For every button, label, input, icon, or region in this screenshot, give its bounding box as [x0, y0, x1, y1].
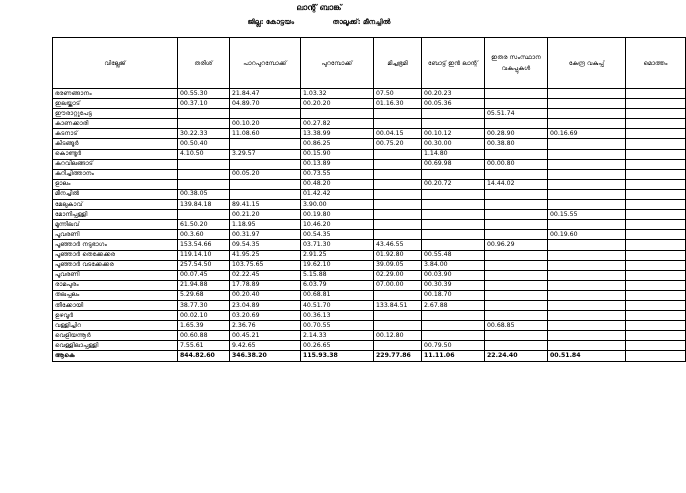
table-cell: 3.90.00: [301, 200, 374, 210]
table-row: [53, 89, 686, 99]
table-cell: [374, 119, 422, 129]
table-cell: 229.77.86: [374, 351, 422, 361]
table-cell: 19.62.10: [301, 260, 374, 270]
table-cell: [626, 331, 686, 341]
table-cell: [485, 260, 548, 270]
table-cell: [485, 99, 548, 109]
table-cell: [548, 321, 626, 331]
village-name-cell: മേലുകാവ്: [53, 200, 178, 210]
table-cell: [374, 341, 422, 351]
page-subtitle: [0, 18, 638, 27]
table-cell: 00.55.30: [178, 89, 230, 99]
table-cell: [548, 179, 626, 189]
table-cell: [626, 189, 686, 199]
table-cell: [230, 139, 301, 149]
table-cell: 00.20.20: [301, 99, 374, 109]
table-row: [53, 311, 686, 321]
table-cell: 2.91.25: [301, 250, 374, 260]
table-row: [53, 230, 686, 240]
table-row: [53, 149, 686, 159]
table-cell: [230, 179, 301, 189]
table-cell: 40.51.70: [301, 300, 374, 310]
table-cell: [422, 169, 485, 179]
table-cell: 5.15.88: [301, 270, 374, 280]
village-name-cell: ഈരാറ്റുപേട്ട: [53, 109, 178, 119]
table-cell: 00.12.80: [374, 331, 422, 341]
table-cell: [374, 311, 422, 321]
table-cell: 00.31.97: [230, 230, 301, 240]
table-cell: 115.93.38: [301, 351, 374, 361]
table-cell: 17.78.89: [230, 280, 301, 290]
col-header-poramboke: പുറമ്പോക്ക്: [301, 38, 374, 89]
table-cell: [626, 270, 686, 280]
table-cell: [422, 200, 485, 210]
table-row: [53, 179, 686, 189]
table-row: [53, 109, 686, 119]
table-cell: 00.10.12: [422, 129, 485, 139]
table-cell: 00.79.50: [422, 341, 485, 351]
col-header-boat-in-land: ബോട്ട് ഇൻ ലാന്റ്: [422, 38, 485, 89]
table-cell: 00.96.29: [485, 240, 548, 250]
table-cell: [422, 109, 485, 119]
col-header-waste-land: തരിശ്: [178, 38, 230, 89]
table-cell: 2.14.33: [301, 331, 374, 341]
table-cell: [548, 89, 626, 99]
table-cell: 00.75.20: [374, 139, 422, 149]
table-cell: [626, 89, 686, 99]
table-cell: 01.16.30: [374, 99, 422, 109]
table-cell: 00.36.13: [301, 311, 374, 321]
table-cell: 04.89.70: [230, 99, 301, 109]
village-name-cell: വെള്ളിലാപ്പള്ളി: [53, 341, 178, 351]
village-name-cell: ഉഴവൂർ: [53, 311, 178, 321]
table-cell: 00.73.55: [301, 169, 374, 179]
table-cell: [422, 240, 485, 250]
table-cell: 00.00.80: [485, 159, 548, 169]
table-cell: [626, 240, 686, 250]
village-name-cell: പൂഞ്ഞാർ വടക്കേക്കര: [53, 260, 178, 270]
table-cell: 00.19.60: [548, 230, 626, 240]
table-cell: 2.36.76: [230, 321, 301, 331]
table-cell: 00.37.10: [178, 99, 230, 109]
table-cell: 00.20.40: [230, 290, 301, 300]
table-cell: 00.27.82: [301, 119, 374, 129]
table-cell: 21.84.47: [230, 89, 301, 99]
table-cell: [626, 341, 686, 351]
table-row: [53, 189, 686, 199]
table-cell: 4.10.50: [178, 149, 230, 159]
table-cell: [548, 220, 626, 230]
table-cell: 00.70.55: [301, 321, 374, 331]
table-cell: [548, 341, 626, 351]
table-cell: 00.15.90: [301, 149, 374, 159]
table-cell: 01.42.42: [301, 189, 374, 199]
table-cell: [626, 260, 686, 270]
table-cell: 7.55.61: [178, 341, 230, 351]
table-cell: [548, 331, 626, 341]
village-name-cell: കുറവിലങ്ങാട്: [53, 159, 178, 169]
table-cell: [548, 99, 626, 109]
district-label: ജില്ല: കോട്ടയം: [247, 18, 295, 26]
village-name-cell: കൊണ്ടൂർ: [53, 149, 178, 159]
table-cell: 00.02.10: [178, 311, 230, 321]
table-cell: [485, 341, 548, 351]
table-cell: [374, 159, 422, 169]
table-cell: [548, 149, 626, 159]
table-cell: [548, 250, 626, 260]
table-cell: 00.18.70: [422, 290, 485, 300]
table-row: [53, 240, 686, 250]
table-cell: [374, 109, 422, 119]
table-cell: 00.38.80: [485, 139, 548, 149]
col-header-central-dept: കേന്ദ്ര വകുപ്പ്: [548, 38, 626, 89]
table-row: [53, 270, 686, 280]
table-cell: 00.28.90: [485, 129, 548, 139]
table-cell: [301, 109, 374, 119]
table-cell: [548, 300, 626, 310]
table-cell: [374, 169, 422, 179]
table-header-row: [53, 38, 686, 89]
table-cell: 1.03.32: [301, 89, 374, 99]
table-row: [53, 280, 686, 290]
table-cell: 03.71.30: [301, 240, 374, 250]
table-cell: 00.30.00: [422, 139, 485, 149]
table-cell: [485, 290, 548, 300]
village-name-cell: തീക്കോയി: [53, 300, 178, 310]
table-row: [53, 139, 686, 149]
table-row: [53, 321, 686, 331]
table-cell: 139.84.18: [178, 200, 230, 210]
table-cell: 11.11.06: [422, 351, 485, 361]
table-cell: [374, 149, 422, 159]
table-cell: [548, 169, 626, 179]
table-cell: 00.05.20: [230, 169, 301, 179]
table-cell: [485, 200, 548, 210]
table-cell: [485, 210, 548, 220]
table-cell: [626, 290, 686, 300]
table-cell: 89.41.15: [230, 200, 301, 210]
table-cell: 39.09.05: [374, 260, 422, 270]
table-cell: 00.05.36: [422, 99, 485, 109]
village-name-cell: കുറിച്ചിത്താനം: [53, 169, 178, 179]
table-cell: 1.18.95: [230, 220, 301, 230]
table-cell: [626, 280, 686, 290]
table-row: [53, 169, 686, 179]
village-name-cell: കിടങ്ങൂർ: [53, 139, 178, 149]
table-cell: [178, 210, 230, 220]
table-cell: [422, 210, 485, 220]
table-cell: [626, 99, 686, 109]
table-cell: [485, 270, 548, 280]
table-cell: 11.08.60: [230, 129, 301, 139]
table-cell: [178, 119, 230, 129]
table-cell: [422, 230, 485, 240]
table-cell: 00.68.85: [485, 321, 548, 331]
table-cell: [374, 290, 422, 300]
table-cell: 3.29.57: [230, 149, 301, 159]
table-cell: 103.75.65: [230, 260, 301, 270]
table-cell: [422, 321, 485, 331]
table-cell: 07.50: [374, 89, 422, 99]
table-cell: 1.14.80: [422, 149, 485, 159]
table-row: [53, 341, 686, 351]
village-name-cell: വെളിയന്നൂർ: [53, 331, 178, 341]
table-cell: 00.20.23: [422, 89, 485, 99]
table-cell: 05.51.74: [485, 109, 548, 119]
village-name-cell: ളാലം: [53, 179, 178, 189]
table-cell: [374, 230, 422, 240]
table-row: [53, 331, 686, 341]
table-cell: 346.38.20: [230, 351, 301, 361]
table-cell: [548, 189, 626, 199]
table-cell: 119.14.10: [178, 250, 230, 260]
table-cell: [178, 169, 230, 179]
table-cell: [178, 159, 230, 169]
table-cell: [626, 169, 686, 179]
table-cell: 23.04.89: [230, 300, 301, 310]
table-cell: [548, 200, 626, 210]
village-name-cell: ഇലയ്ക്കാട്: [53, 99, 178, 109]
village-name-cell: ഭരണങ്ങാനം: [53, 89, 178, 99]
table-cell: [626, 321, 686, 331]
table-cell: [626, 200, 686, 210]
table-cell: [626, 119, 686, 129]
table-cell: [485, 169, 548, 179]
table-cell: [485, 331, 548, 341]
table-cell: [485, 250, 548, 260]
table-cell: 00.16.69: [548, 129, 626, 139]
table-cell: [626, 230, 686, 240]
table-total-row: [53, 351, 686, 361]
table-cell: 21.94.88: [178, 280, 230, 290]
table-cell: 10.46.20: [301, 220, 374, 230]
table-cell: 153.54.66: [178, 240, 230, 250]
table-cell: 00.10.20: [230, 119, 301, 129]
village-name-cell: പൂഞ്ഞാർ തെക്കേക്കര: [53, 250, 178, 260]
table-row: [53, 119, 686, 129]
table-cell: [548, 270, 626, 280]
table-cell: 5.29.68: [178, 290, 230, 300]
table-cell: 00.26.65: [301, 341, 374, 351]
table-cell: [626, 351, 686, 361]
table-cell: 01.92.80: [374, 250, 422, 260]
table-row: [53, 200, 686, 210]
table-cell: [485, 119, 548, 129]
village-name-cell: മോനിപ്പള്ളി: [53, 210, 178, 220]
col-header-surplus-land: മിച്ചഭൂമി: [374, 38, 422, 89]
table-cell: 844.82.60: [178, 351, 230, 361]
table-cell: 1.65.39: [178, 321, 230, 331]
col-header-total: മൊത്തം: [626, 38, 686, 89]
table-cell: 07.00.00: [374, 280, 422, 290]
table-cell: [548, 290, 626, 300]
table-cell: [626, 179, 686, 189]
village-name-cell: ആകെ: [53, 351, 178, 361]
table-cell: 03.20.69: [230, 311, 301, 321]
table-cell: 43.46.55: [374, 240, 422, 250]
village-name-cell: വള്ളിച്ചിറ: [53, 321, 178, 331]
table-cell: [422, 331, 485, 341]
page-title: ലാന്റ് ബാങ്ക്: [296, 3, 342, 12]
table-cell: 38.77.30: [178, 300, 230, 310]
table-cell: [374, 210, 422, 220]
table-cell: 00.50.40: [178, 139, 230, 149]
table-cell: [548, 311, 626, 321]
table-cell: [485, 280, 548, 290]
table-cell: [548, 139, 626, 149]
table-cell: 257.54.50: [178, 260, 230, 270]
col-header-village: വില്ലേജ്: [53, 38, 178, 89]
table-row: [53, 99, 686, 109]
table-cell: [548, 159, 626, 169]
table-cell: [374, 321, 422, 331]
table-cell: 9.42.65: [230, 341, 301, 351]
table-cell: [485, 311, 548, 321]
table-cell: [626, 129, 686, 139]
table-cell: 00.03.90: [422, 270, 485, 280]
table-cell: [374, 179, 422, 189]
village-name-cell: പൂഞ്ഞാർ നടുഭാഗം: [53, 240, 178, 250]
table-cell: 13.38.99: [301, 129, 374, 139]
table-cell: [548, 280, 626, 290]
table-cell: [626, 149, 686, 159]
table-row: [53, 220, 686, 230]
table-cell: 00.54.35: [301, 230, 374, 240]
village-name-cell: മീനച്ചിൽ: [53, 189, 178, 199]
table-cell: 00.19.80: [301, 210, 374, 220]
village-name-cell: കടനാട്: [53, 129, 178, 139]
table-cell: 09.54.35: [230, 240, 301, 250]
table-cell: [548, 119, 626, 129]
table-cell: [374, 189, 422, 199]
table-row: [53, 260, 686, 270]
table-row: [53, 210, 686, 220]
table-row: [53, 300, 686, 310]
table-cell: 3.84.00: [422, 260, 485, 270]
table-cell: 22.24.40: [485, 351, 548, 361]
table-cell: 00.51.84: [548, 351, 626, 361]
table-cell: 00.55.48: [422, 250, 485, 260]
table-cell: 02.29.00: [374, 270, 422, 280]
table-row: [53, 250, 686, 260]
table-cell: 00.15.55: [548, 210, 626, 220]
table-cell: [548, 260, 626, 270]
table-cell: 00.04.15: [374, 129, 422, 139]
table-cell: [230, 189, 301, 199]
table-cell: 00.45.21: [230, 331, 301, 341]
table-cell: [374, 200, 422, 210]
land-bank-table: [52, 37, 686, 362]
table-cell: [626, 300, 686, 310]
table-cell: 02.22.45: [230, 270, 301, 280]
table-cell: [422, 189, 485, 199]
table-cell: 00.60.88: [178, 331, 230, 341]
table-row: [53, 290, 686, 300]
table-cell: [178, 109, 230, 119]
village-name-cell: കാണക്കാരി: [53, 119, 178, 129]
table-cell: 00.48.20: [301, 179, 374, 189]
table-cell: [548, 240, 626, 250]
table-cell: [485, 300, 548, 310]
village-name-cell: മൂന്നിലവ്: [53, 220, 178, 230]
table-cell: [422, 311, 485, 321]
table-cell: [485, 189, 548, 199]
table-cell: 133.84.51: [374, 300, 422, 310]
table-cell: 61.50.20: [178, 220, 230, 230]
table-row: [53, 159, 686, 169]
table-cell: [626, 210, 686, 220]
table-cell: 6.03.79: [301, 280, 374, 290]
table-cell: [626, 220, 686, 230]
table-cell: [178, 179, 230, 189]
table-cell: [422, 119, 485, 129]
table-cell: 30.22.33: [178, 129, 230, 139]
table-cell: [485, 89, 548, 99]
table-cell: 00.38.05: [178, 189, 230, 199]
table-cell: 14.44.02: [485, 179, 548, 189]
table-cell: 00.86.25: [301, 139, 374, 149]
col-header-rock-poramboke: പാറപുറമ്പോക്ക്: [230, 38, 301, 89]
table-cell: [374, 220, 422, 230]
table-cell: [485, 149, 548, 159]
village-name-cell: പൂവരണി: [53, 230, 178, 240]
table-cell: 00.20.72: [422, 179, 485, 189]
taluk-label: താലൂക്ക്: മീനച്ചിൽ: [332, 18, 391, 26]
table-row: [53, 129, 686, 139]
col-header-other-state-depts: ഇതര സംസ്ഥാന വകുപ്പുകൾ: [485, 38, 548, 89]
table-cell: 00.21.20: [230, 210, 301, 220]
table-cell: 00.68.81: [301, 290, 374, 300]
table-cell: [422, 220, 485, 230]
table-cell: [626, 159, 686, 169]
village-name-cell: രാമപുരം: [53, 280, 178, 290]
table-cell: [485, 230, 548, 240]
table-cell: [548, 109, 626, 119]
table-cell: 2.67.88: [422, 300, 485, 310]
table-cell: 00.30.39: [422, 280, 485, 290]
table-cell: 00.69.98: [422, 159, 485, 169]
table-cell: [626, 311, 686, 321]
table-cell: [230, 109, 301, 119]
village-name-cell: തലപ്പലം: [53, 290, 178, 300]
table-cell: [485, 220, 548, 230]
table-cell: [626, 250, 686, 260]
table-cell: [626, 139, 686, 149]
table-cell: 00.07.45: [178, 270, 230, 280]
table-cell: 00.3.60: [178, 230, 230, 240]
table-cell: 00.13.89: [301, 159, 374, 169]
table-cell: [626, 109, 686, 119]
table-cell: 41.95.25: [230, 250, 301, 260]
village-name-cell: പൂവരണി: [53, 270, 178, 280]
table-cell: [230, 159, 301, 169]
